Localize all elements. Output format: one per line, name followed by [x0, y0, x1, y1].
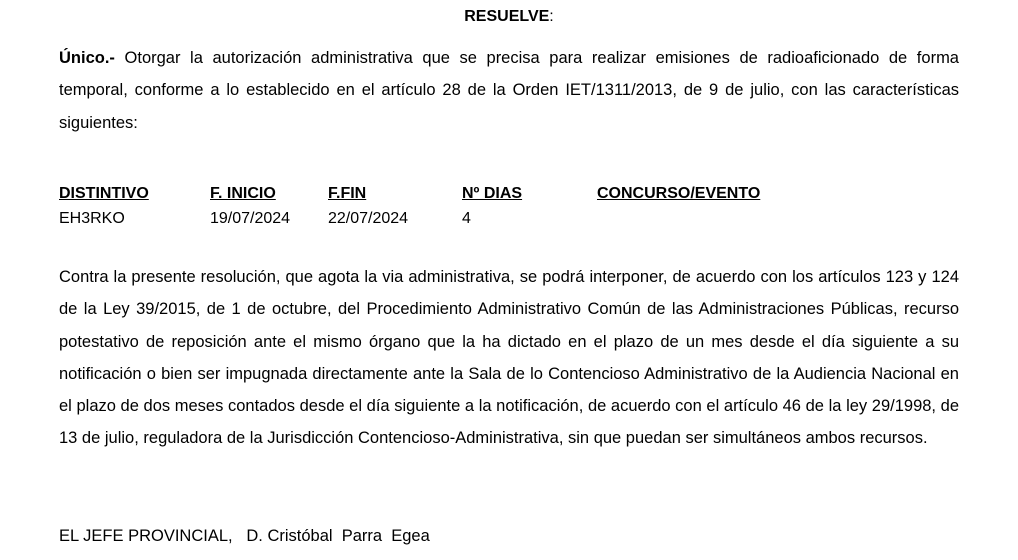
column-header-fecha-inicio: F. INICIO — [210, 185, 276, 202]
signature-line: EL JEFE PROVINCIAL, D. Cristóbal Parra Egea — [59, 527, 430, 545]
heading-word: RESUELVE — [464, 8, 550, 25]
cell-fecha-inicio: 19/07/2024 — [210, 210, 291, 227]
column-header-fecha-fin: F.FIN — [328, 185, 367, 202]
cell-fecha-fin: 22/07/2024 — [328, 210, 409, 227]
authorization-text: Otorgar la autorización administrativa que se precisa para realizar emisiones de radioaficionado de forma temporal, conforme a lo establecido en el artículo 28 de la Orden IET/1311/2013, de 9 de julio, con las características siguientes: — [59, 49, 959, 132]
column-header-num-dias: Nº DIAS — [462, 185, 523, 202]
column-header-concurso-evento: CONCURSO/EVENTO — [597, 185, 761, 202]
cell-num-dias: 4 — [462, 210, 471, 227]
heading-colon: : — [549, 8, 554, 25]
appeal-paragraph: Contra la presente resolución, que agota la via administrativa, se podrá interponer, de acuerdo con los artículos 123 y 124 de la Ley 39/2015, de 1 de octubre, del Procedimiento Administrativo Común de las Administraciones Públicas, recurso potestativo de reposición ante el mismo órgano que la ha dictado en el plazo de un mes desde el día siguiente a su notificación o bien ser impugnada directamente ante la Sala de lo Contencioso Administrativo de la Audiencia Nacional en el plazo de dos meses contados desde el día siguiente a la notificación, de acuerdo con el artículo 46 de la ley 29/1998, de 13 de julio, reguladora de la Jurisdicción Contencioso-Administrativa, sin que puedan ser simultáneos ambos recursos. — [59, 268, 959, 448]
resolution-heading — [59, 8, 959, 26]
paragraph-lead: Único — [59, 49, 105, 67]
authorization-table — [59, 184, 959, 232]
cell-distintivo: EH3RKO — [59, 210, 125, 227]
paragraph-lead-suffix: .- — [104, 49, 115, 67]
column-header-distintivo: DISTINTIVO — [59, 185, 149, 202]
authorization-paragraph — [59, 42, 959, 139]
